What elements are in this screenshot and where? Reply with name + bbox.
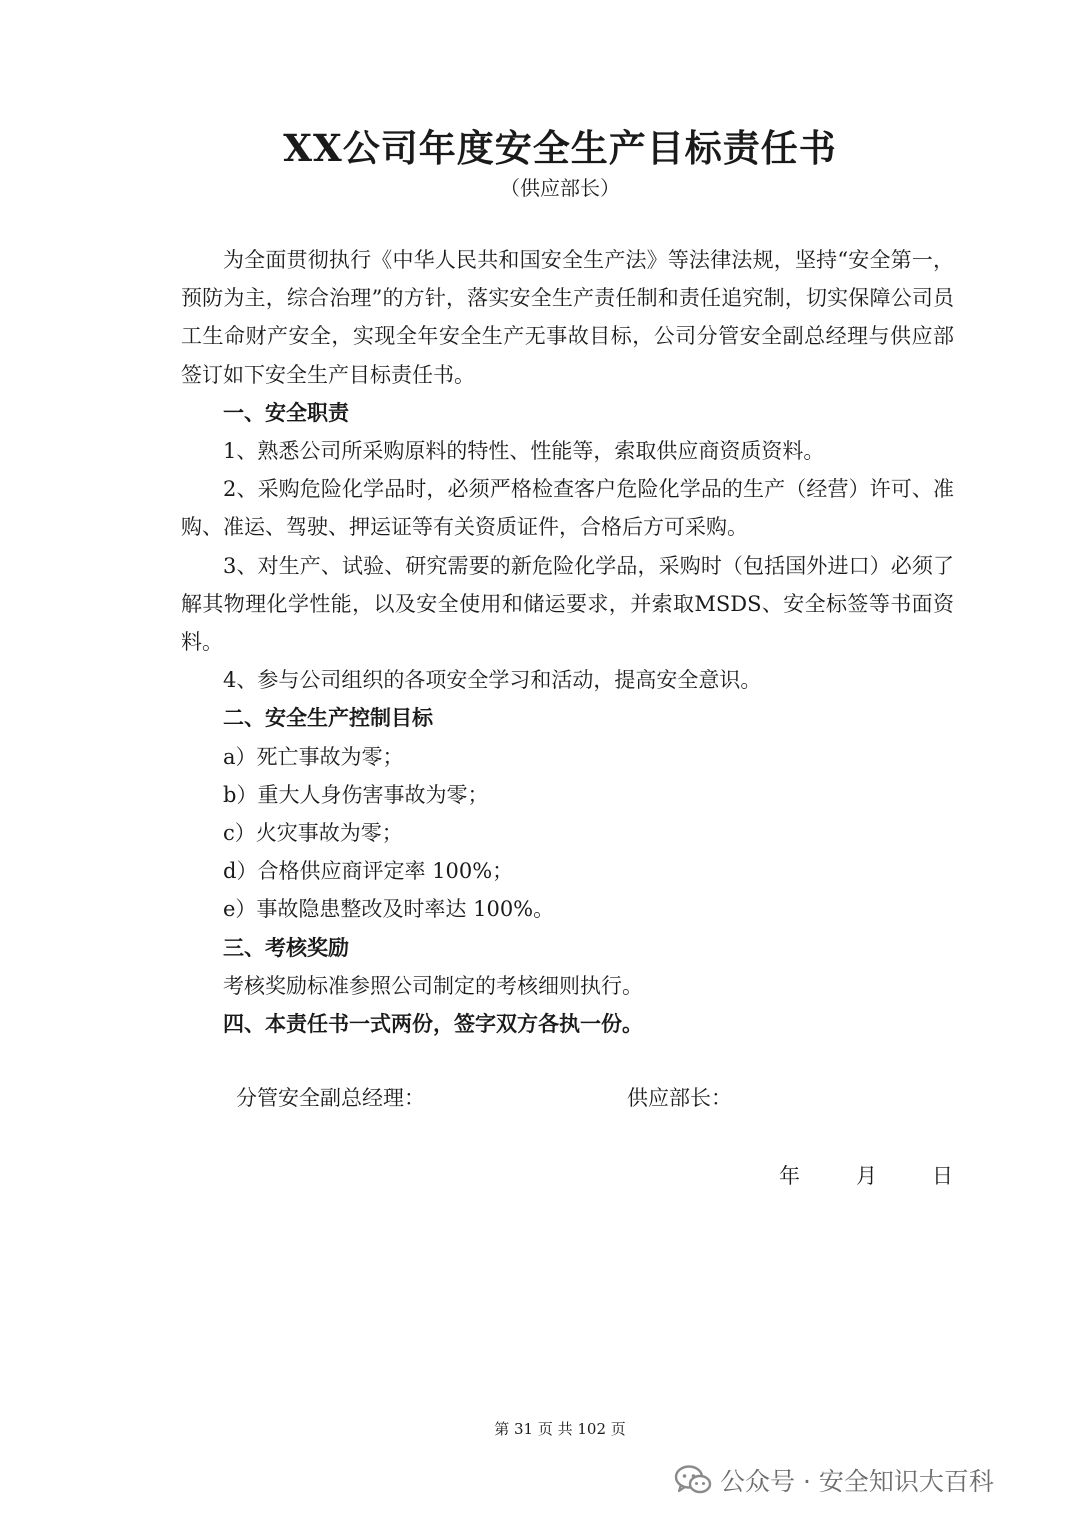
watermark-text: 公众号 · 安全知识大百科 bbox=[720, 1467, 994, 1496]
document-body bbox=[181, 241, 954, 1043]
section-heading-duties: 一、安全职责 bbox=[223, 399, 349, 425]
date-month: 月 bbox=[856, 1164, 877, 1188]
document-subtitle: （供应部长） bbox=[500, 176, 620, 200]
duty-item: 1、熟悉公司所采购原料的特性、性能等，索取供应商资质资料。 bbox=[223, 439, 825, 464]
date-day: 日 bbox=[932, 1164, 953, 1188]
section-heading-rewards: 三、考核奖励 bbox=[223, 934, 349, 960]
duty-item: 3、对生产、试验、研究需要的新危险化学品，采购时（包括国外进口）必须了解其物理化学性能，以及安全使用和储运要求，并索取MSDS、安全标签等书面资料。 bbox=[181, 553, 954, 655]
intro-paragraph: 为全面贯彻执行《中华人民共和国安全生产法》等法律法规，坚持“安全第一，预防为主，综合治理”的方针，落实安全生产责任制和责任追究制，切实保障公司员工生命财产安全，实现全年安全生产无事故目标，公司分管安全副总经理与供应部签订如下安全生产目标责任书。 bbox=[181, 248, 954, 387]
target-item: b）重大人身伤害事故为零； bbox=[223, 782, 489, 807]
signature-vice-gm: 分管安全副总经理： bbox=[236, 1086, 425, 1110]
duty-item: 2、采购危险化学品时，必须严格检查客户危险化学品的生产（经营）许可、准购、准运、驾驶、押运证等有关资质证件，合格后方可采购。 bbox=[181, 477, 954, 540]
wechat-icon bbox=[674, 1464, 712, 1496]
target-item: c）火灾事故为零； bbox=[223, 821, 403, 846]
target-item: a）死亡事故为零； bbox=[223, 744, 404, 769]
target-item: e）事故隐患整改及时率达 100%。 bbox=[223, 897, 555, 922]
date-year: 年 bbox=[779, 1164, 800, 1188]
section-heading-copies: 四、本责任书一式两份，签字双方各执一份。 bbox=[223, 1011, 643, 1037]
target-item: d）合格供应商评定率 100%； bbox=[223, 859, 514, 884]
section-heading-targets: 二、安全生产控制目标 bbox=[223, 705, 433, 731]
signature-supply-head: 供应部长： bbox=[627, 1086, 732, 1110]
page-number: 第 31 页 共 102 页 bbox=[494, 1420, 626, 1438]
duty-item: 4、参与公司组织的各项安全学习和活动，提高安全意识。 bbox=[223, 668, 762, 693]
watermark bbox=[674, 1458, 994, 1502]
rewards-text: 考核奖励标准参照公司制定的考核细则执行。 bbox=[223, 973, 643, 998]
document-title: XX公司年度安全生产目标责任书 bbox=[283, 126, 837, 170]
